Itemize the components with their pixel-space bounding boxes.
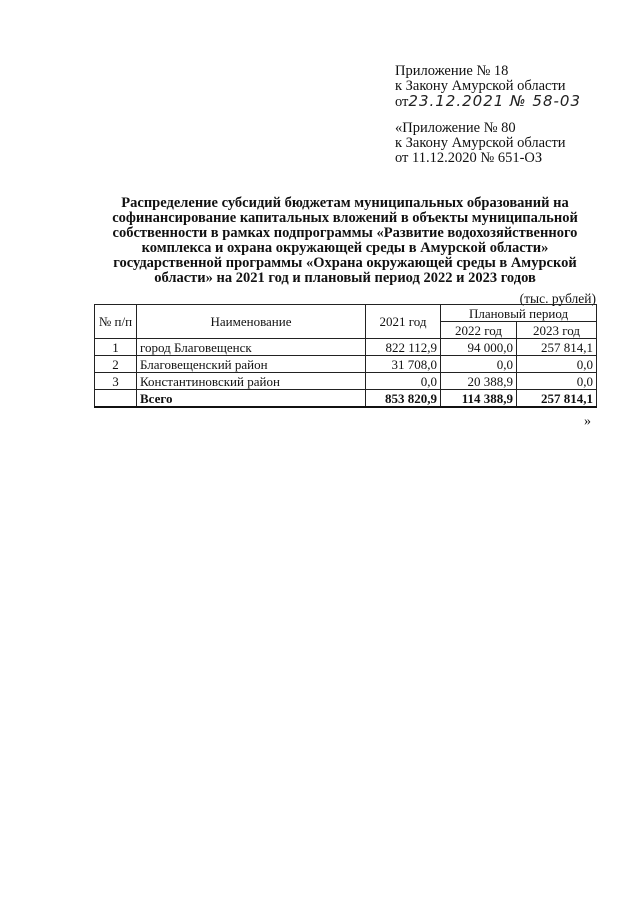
prev-appendix-law: к Закону Амурской области bbox=[395, 135, 566, 151]
row-2023: 0,0 bbox=[517, 356, 597, 373]
row-2022: 0,0 bbox=[441, 356, 517, 373]
row-2022: 20 388,9 bbox=[441, 373, 517, 390]
closing-quote: » bbox=[584, 414, 591, 429]
total-2023: 257 814,1 bbox=[517, 390, 597, 408]
total-label: Всего bbox=[137, 390, 366, 408]
header-2023: 2023 год bbox=[517, 322, 597, 339]
header-num: № п/п bbox=[95, 305, 137, 339]
row-num: 1 bbox=[95, 339, 137, 356]
row-num: 3 bbox=[95, 373, 137, 390]
header-2021: 2021 год bbox=[366, 305, 441, 339]
subsidy-table bbox=[94, 304, 597, 408]
unit-label: (тыс. рублей) bbox=[519, 291, 596, 306]
row-name: Благовещенский район bbox=[137, 356, 366, 373]
header-2022: 2022 год bbox=[441, 322, 517, 339]
handwritten-date-number: 23.12.2021 № 58-03 bbox=[408, 92, 582, 110]
table-header-row bbox=[95, 305, 597, 322]
table-total-row bbox=[95, 390, 597, 408]
document-title: Распределение субсидий бюджетам муниципальных образований на софинансирование капитальных вложений в объекты муниципальной собственности в рамках подпрограммы «Развитие водохозяйственного комплекса и охрана окружающей среды в Амурской области» государственной программы «Охрана окружающей среды в Амурской области» на 2021 год и плановый период 2022 и 2023 годов bbox=[112, 195, 578, 286]
row-2023: 257 814,1 bbox=[517, 339, 597, 356]
previous-appendix-header bbox=[395, 121, 566, 166]
row-2023: 0,0 bbox=[517, 373, 597, 390]
row-name: Константиновский район bbox=[137, 373, 366, 390]
row-2022: 94 000,0 bbox=[441, 339, 517, 356]
appendix-date-line bbox=[395, 94, 581, 110]
prev-appendix-number: «Приложение № 80 bbox=[395, 120, 516, 136]
table-row bbox=[95, 339, 597, 356]
appendix-law: к Закону Амурской области bbox=[395, 78, 566, 94]
appendix-header bbox=[395, 64, 581, 110]
total-2022: 114 388,9 bbox=[441, 390, 517, 408]
total-num bbox=[95, 390, 137, 408]
row-2021: 31 708,0 bbox=[366, 356, 441, 373]
total-2021: 853 820,9 bbox=[366, 390, 441, 408]
table-row bbox=[95, 356, 597, 373]
row-2021: 822 112,9 bbox=[366, 339, 441, 356]
appendix-number: Приложение № 18 bbox=[395, 63, 509, 79]
row-num: 2 bbox=[95, 356, 137, 373]
header-planned-period: Плановый период bbox=[441, 305, 597, 322]
appendix-date-prefix: от bbox=[395, 94, 409, 110]
row-2021: 0,0 bbox=[366, 373, 441, 390]
header-name: Наименование bbox=[137, 305, 366, 339]
row-name: город Благовещенск bbox=[137, 339, 366, 356]
prev-appendix-date: от 11.12.2020 № 651-ОЗ bbox=[395, 150, 543, 166]
table-row bbox=[95, 373, 597, 390]
